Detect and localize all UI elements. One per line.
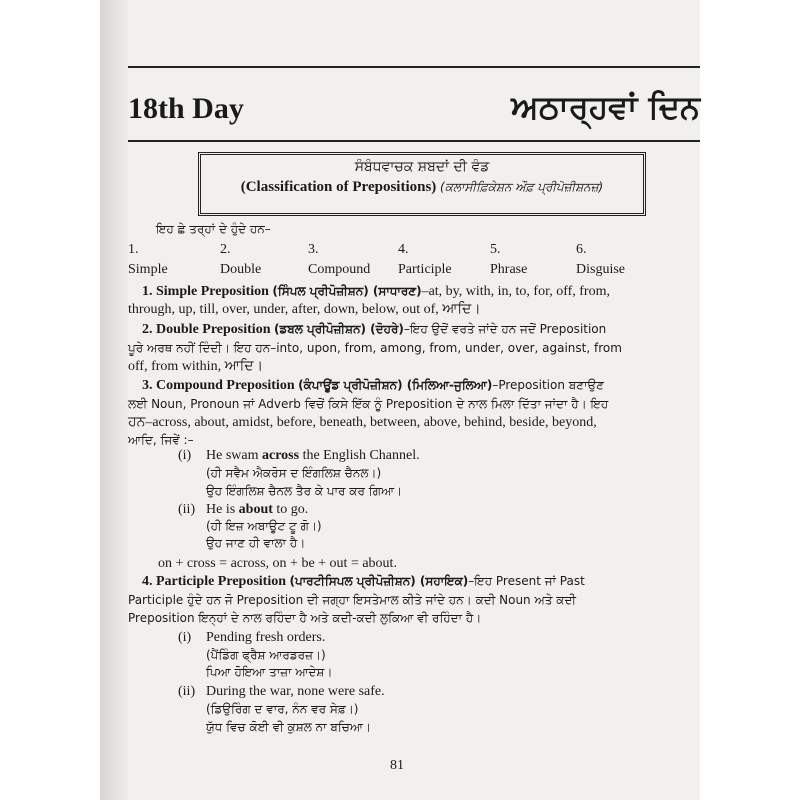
section-title-box xyxy=(198,152,646,216)
example-sentence: He swam across the English Channel. xyxy=(206,448,420,463)
compound-preposition-line: ਲਈ Noun, Pronoun ਜਾਂ Adverb ਵਿਚੋਂ ਕਿਸੇ ਇੱਕ ਨੂੰ Preposition ਦੇ ਨਾਲ ਮਿਲਾ ਦਿੱਤਾ ਜਾਂਦਾ ਹੈ। ਇਹ xyxy=(128,397,609,411)
example-number: (i) xyxy=(178,630,192,645)
page-content xyxy=(128,0,700,800)
simple-preposition-examples: through, up, till, over, under, after, down, below, out of, ਆਦਿ। xyxy=(128,302,481,317)
day-title-punjabi: ਅਠਾਰ੍ਹਵਾਂ ਦਿਨ xyxy=(511,88,700,126)
example-number: (i) xyxy=(178,448,192,463)
type-label: Double xyxy=(220,262,262,277)
header-rule-bottom xyxy=(128,140,700,142)
type-label: Phrase xyxy=(490,262,528,277)
double-preposition-line: ਪੂਰੇ ਅਰਥ ਨਹੀਂ ਦਿੰਦੀ। ਇਹ ਹਨ–into, upon, from, among, from, under, over, against, from xyxy=(128,341,622,355)
type-label: Disguise xyxy=(576,262,625,277)
participle-preposition-line: Preposition ਇਨ੍ਹਾਂ ਦੇ ਨਾਲ ਰਹਿੰਦਾ ਹੈ ਅਤੇ ਕਦੀ-ਕਦੀ ਲੁਕਿਆ ਵੀ ਰਹਿੰਦਾ ਹੈ। xyxy=(128,611,482,625)
type-number: 5. xyxy=(490,242,501,257)
type-label: Compound xyxy=(308,262,371,277)
type-number: 4. xyxy=(398,242,409,257)
type-label: Simple xyxy=(128,262,168,277)
box-title-english: (Classification of Prepositions) (ਕਲਾਸੀਫ਼ਿਕੇਸ਼ਨ ਔਫ਼ ਪ੍ਰੀਪੋਜ਼ੀਸ਼ਨਜ਼) xyxy=(240,179,604,195)
type-number: 3. xyxy=(308,242,319,257)
example-pronunciation: (ਹੀ ਸਵੈਮ ਐਕਰੋਸ ਦ ਇੰਗਲਿਸ਼ ਚੈਨਲ।) xyxy=(206,466,382,480)
example-translation: ਉਹ ਜਾਣ ਹੀ ਵਾਲਾ ਹੈ। xyxy=(206,536,306,550)
simple-preposition-heading: 1. Simple Preposition (ਸਿੰਪਲ ਪ੍ਰੀਪੋਜ਼ੀਸ਼ਨ) (ਸਾਧਾਰਣ)–at, by, with, in, to, for, off, from, xyxy=(142,284,610,299)
example-number: (ii) xyxy=(178,502,196,517)
compound-preposition-line: ਆਦਿ, ਜਿਵੇਂ :– xyxy=(128,433,194,447)
page-number: 81 xyxy=(390,758,404,773)
type-number: 1. xyxy=(128,242,139,257)
intro-text: ਇਹ ਛੇ ਤਰ੍ਹਾਂ ਦੇ ਹੁੰਦੇ ਹਨ– xyxy=(156,222,271,236)
double-preposition-line: off, from within, ਆਦਿ। xyxy=(128,359,264,374)
compound-preposition-heading: 3. Compound Preposition (ਕੰਪਾਊਂਡ ਪ੍ਰੀਪੋਜ਼ੀਸ਼ਨ) (ਮਿਲਿਆ-ਜੁਲਿਆ)–Preposition ਬਣਾਉਣ xyxy=(142,378,604,393)
example-sentence: He is about to go. xyxy=(206,502,309,517)
example-sentence: During the war, none were safe. xyxy=(206,684,385,699)
example-translation: ਯੁੱਧ ਵਿਚ ਕੋਈ ਵੀ ਕੁਸ਼ਲ ਨਾ ਬਚਿਆ। xyxy=(206,720,371,734)
example-pronunciation: (ਡਿਉਰਿੰਗ ਦ ਵਾਰ, ਨੰਨ ਵਰ ਸੇਫ਼।) xyxy=(206,702,359,716)
book-spine-shadow xyxy=(100,0,128,800)
formula-line: on + cross = across, on + be + out = about. xyxy=(158,556,397,571)
example-number: (ii) xyxy=(178,684,196,699)
participle-preposition-line: Participle ਹੁੰਦੇ ਹਨ ਜੋ Preposition ਦੀ ਜਗ੍ਹਾ ਇਸਤੇਮਾਲ ਕੀਤੇ ਜਾਂਦੇ ਹਨ। ਕਦੀ Noun ਅਤੇ ਕਦੀ xyxy=(128,593,577,607)
type-label: Participle xyxy=(398,262,452,277)
type-number: 2. xyxy=(220,242,231,257)
example-translation: ਪਿਆ ਹੋਇਆ ਤਾਜ਼ਾ ਆਦੇਸ਼। xyxy=(206,665,333,679)
example-translation: ਉਹ ਇੰਗਲਿਸ਼ ਚੈਨਲ ਤੈਰ ਕੇ ਪਾਰ ਕਰ ਗਿਆ। xyxy=(206,484,403,498)
double-preposition-heading: 2. Double Preposition (ਡਬਲ ਪ੍ਰੀਪੋਜ਼ੀਸ਼ਨ) (ਦੋਹਰੇ)–ਇਹ ਉਦੋਂ ਵਰਤੇ ਜਾਂਦੇ ਹਨ ਜਦੋਂ Preposition xyxy=(142,322,607,337)
example-pronunciation: (ਪੈਂਡਿੰਗ ਫ੍ਰੈਸ਼ ਆਰਡਰਜ਼।) xyxy=(206,648,326,662)
compound-preposition-line: ਹਨ–across, about, amidst, before, beneath, between, above, behind, beside, beyond, xyxy=(128,415,597,430)
header-rule-top xyxy=(128,66,700,68)
example-sentence: Pending fresh orders. xyxy=(206,630,326,645)
example-pronunciation: (ਹੀ ਇਜ਼ ਅਬਾਊਟ ਟੂ ਗੋ।) xyxy=(206,519,322,533)
box-title-punjabi: ਸੰਬੰਧਵਾਚਕ ਸ਼ਬਦਾਂ ਦੀ ਵੰਡ xyxy=(354,159,490,175)
type-number: 6. xyxy=(576,242,587,257)
participle-preposition-heading: 4. Participle Preposition (ਪਾਰਟੀਸਿਪਲ ਪ੍ਰੀਪੋਜ਼ੀਸ਼ਨ) (ਸਹਾਇਕ)–ਇਹ Present ਜਾਂ Past xyxy=(142,574,585,589)
day-title-english: 18th Day xyxy=(128,92,244,125)
